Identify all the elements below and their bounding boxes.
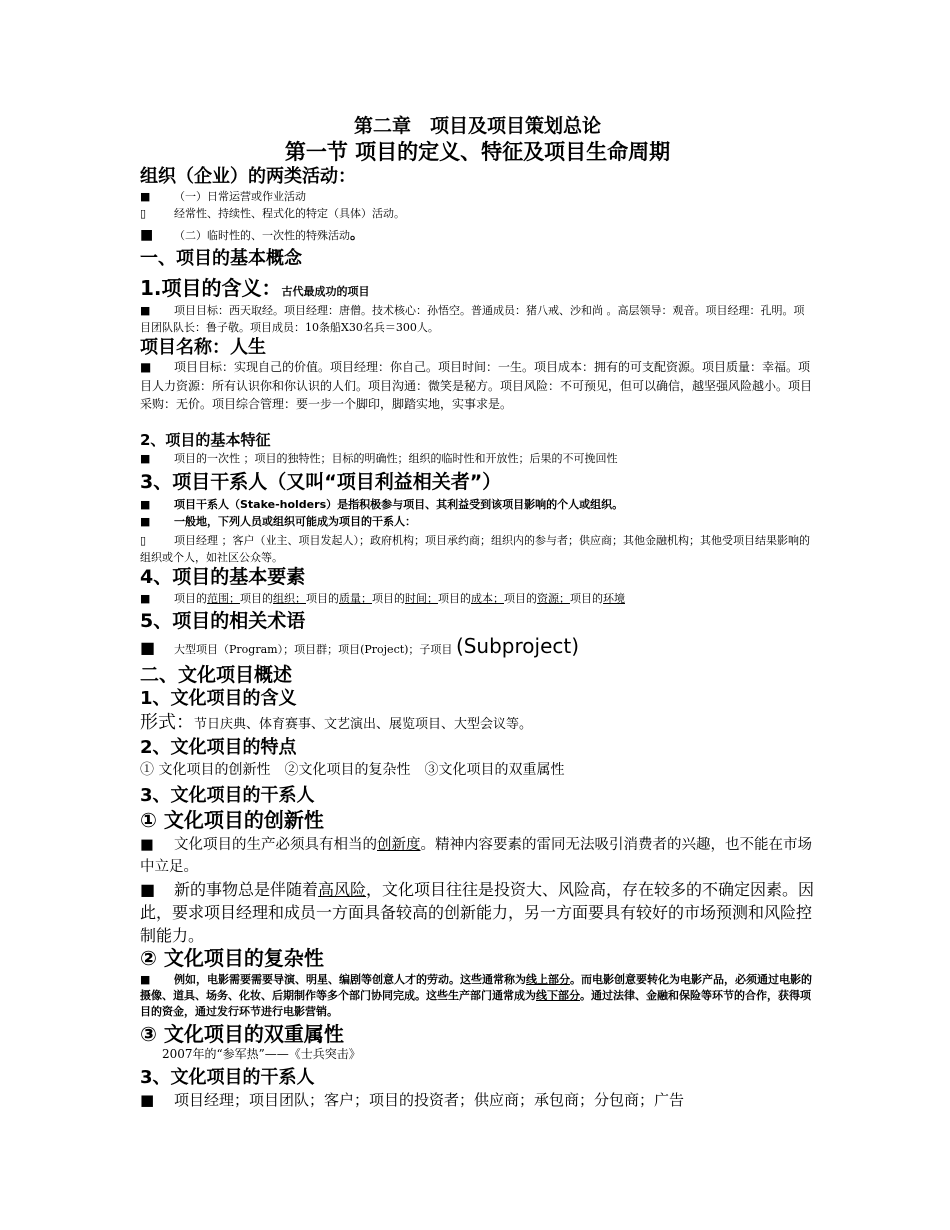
meaning-paragraph: ■ 项目目标：西天取经。项目经理：唐僧。技术核心：孙悟空。普通成员：猪八戒、沙和尚 。高层领导：观音。项目经理：孔明。项目团队队长：鲁子敬。项目成员：10条船X30名兵＝300人。 xyxy=(140,304,805,334)
square-bullet-icon: ■ xyxy=(140,452,151,465)
dual-attributes-heading: ③ 文化项目的双重属性 xyxy=(140,1022,344,1046)
innovation-paragraph-2: ■ 新的事物总是伴随着高风险，文化项目往往是投资大、风险高，存在较多的不确定因素。因此，要求项目经理和成员一方面具备较高的创新能力，另一方面要具有较好的市场预测和风险控制能力。 xyxy=(140,880,815,945)
square-bullet-icon: ■ xyxy=(140,638,156,657)
cultural-stakeholders-heading-2: 3、文化项目的干系人 xyxy=(140,1067,315,1088)
innovation-paragraph-1: ■ 文化项目的生产必须具有相当的创新度。精神内容要素的雷同无法吸引消费者的兴趣，也不能在市场中立足。 xyxy=(140,834,815,878)
part2-heading: 二、文化项目概述 xyxy=(140,664,293,686)
terms-heading: 5、项目的相关术语 xyxy=(140,610,306,632)
square-bullet-icon: ■ xyxy=(140,837,154,853)
square-bullet-icon: ■ xyxy=(140,360,152,374)
org-item-1-text: （一）日常运营或作业活动 xyxy=(174,190,306,203)
hollow-bullet-icon: ▯ xyxy=(140,207,147,220)
cultural-features-list: ① 文化项目的创新性 ②文化项目的复杂性 ③文化项目的双重属性 xyxy=(140,762,565,778)
org-activities-heading: 组织（企业）的两类活动： xyxy=(140,166,356,187)
terms-list: ■ 大型项目（Program）；项目群；项目(Project)；子项目 (Subproject) xyxy=(140,634,580,658)
meaning-heading: 1.项目的含义：古代最成功的项目 xyxy=(140,276,370,300)
stakeholders-definition: ■ 项目干系人（Stake-holders）是指积极参与项目、其利益受到该项目影响的个人或组织。 xyxy=(140,498,624,511)
org-item-3-text: （二）临时性的、一次性的特殊活动 xyxy=(174,229,350,242)
square-bullet-icon: ■ xyxy=(140,1091,155,1109)
square-bullet-icon: ■ xyxy=(140,973,151,986)
project-name-heading: 项目名称：人生 xyxy=(140,337,266,358)
section-title: 第一节 项目的定义、特征及项目生命周期 xyxy=(284,140,671,164)
complexity-heading: ② 文化项目的复杂性 xyxy=(140,946,324,970)
elements-list: ■ 项目的范围；项目的组织；项目的质量；项目的时间；项目的成本；项目的资源；项目的环境 xyxy=(140,592,625,605)
square-bullet-icon: ■ xyxy=(140,304,151,317)
chapter-title: 第二章 项目及项目策划总论 xyxy=(353,115,601,137)
square-bullet-icon: ■ xyxy=(140,515,151,528)
stakeholders-general: ■ 一般地，下列人员或组织可能成为项目的干系人： xyxy=(140,515,416,528)
features-heading: 2、项目的基本特征 xyxy=(140,431,271,449)
square-bullet-icon: ■ xyxy=(140,498,151,511)
cultural-features-heading: 2、文化项目的特点 xyxy=(140,737,297,758)
project-name-paragraph: ■ 项目目标：实现自己的价值。项目经理：你自己。项目时间：一生。项目成本：拥有的可支配资源。项目质量：幸福。项目人力资源：所有认识你和你认识的人们。项目沟通：微笑是秘方。项目风险：不可预见，但可以确信，越坚强风险越小。项目采购：无价。项目综合管理：要一步一个脚印，脚踏实地，实事求是。 xyxy=(140,360,813,411)
stakeholders-heading: 3、项目干系人（又叫“项目利益相关者”） xyxy=(140,471,502,493)
dual-attributes-example: 2007年的“参军热”——《士兵突击》 xyxy=(162,1047,361,1061)
elements-heading: 4、项目的基本要素 xyxy=(140,566,306,588)
stakeholders-list: ▯ 项目经理 ；客户（业主、项目发起人）；政府机构；项目承约商；组织内的参与者；供应商；其他金融机构；其他受项目结果影响的组织或个人，如社区公众等。 xyxy=(140,534,810,564)
cultural-stakeholders-list: ■ 项目经理；项目团队；客户；项目的投资者；供应商；承包商；分包商；广告 xyxy=(140,1091,685,1109)
innovation-heading: ① 文化项目的创新性 xyxy=(140,808,324,832)
org-item-1 xyxy=(140,190,815,203)
hollow-bullet-icon: ▯ xyxy=(140,534,147,547)
forms-line: 形式：节日庆典、体育赛事、文艺演出、展览项目、大型会议等。 xyxy=(140,712,533,733)
meaning-subtitle: 古代最成功的项目 xyxy=(281,285,370,298)
square-bullet-icon: ■ xyxy=(140,227,154,243)
org-item-2 xyxy=(140,207,815,220)
cultural-stakeholders-heading: 3、文化项目的干系人 xyxy=(140,785,315,806)
org-item-2-text: 经常性、持续性、程式化的特定（具体）活动。 xyxy=(174,207,405,220)
complexity-paragraph: ■ 例如，电影需要需要导演、明星、编剧等创意人才的劳动。这些通常称为线上部分。而电影创意要转化为电影产品，必须通过电影的摄像、道具、场务、化妆、后期制作等多个部门协同完成。这些生产部门通常成为线下部分。通过法律、金融和保险等环节的合作，获得项目的资金，通过发行环节进行电影营销。 xyxy=(140,973,812,1018)
square-bullet-icon: ■ xyxy=(140,190,151,203)
org-item-3: ■ （二）临时性的、一次性的特殊活动。 xyxy=(140,227,364,243)
part1-heading: 一、项目的基本概念 xyxy=(140,248,302,269)
cultural-meaning-heading: 1、文化项目的含义 xyxy=(140,688,297,709)
square-bullet-icon: ■ xyxy=(140,592,151,605)
features-paragraph: ■ 项目的一次性 ；项目的独特性；目标的明确性；组织的临时性和开放性；后果的不可挽回性 xyxy=(140,452,618,465)
square-bullet-icon: ■ xyxy=(140,880,156,899)
